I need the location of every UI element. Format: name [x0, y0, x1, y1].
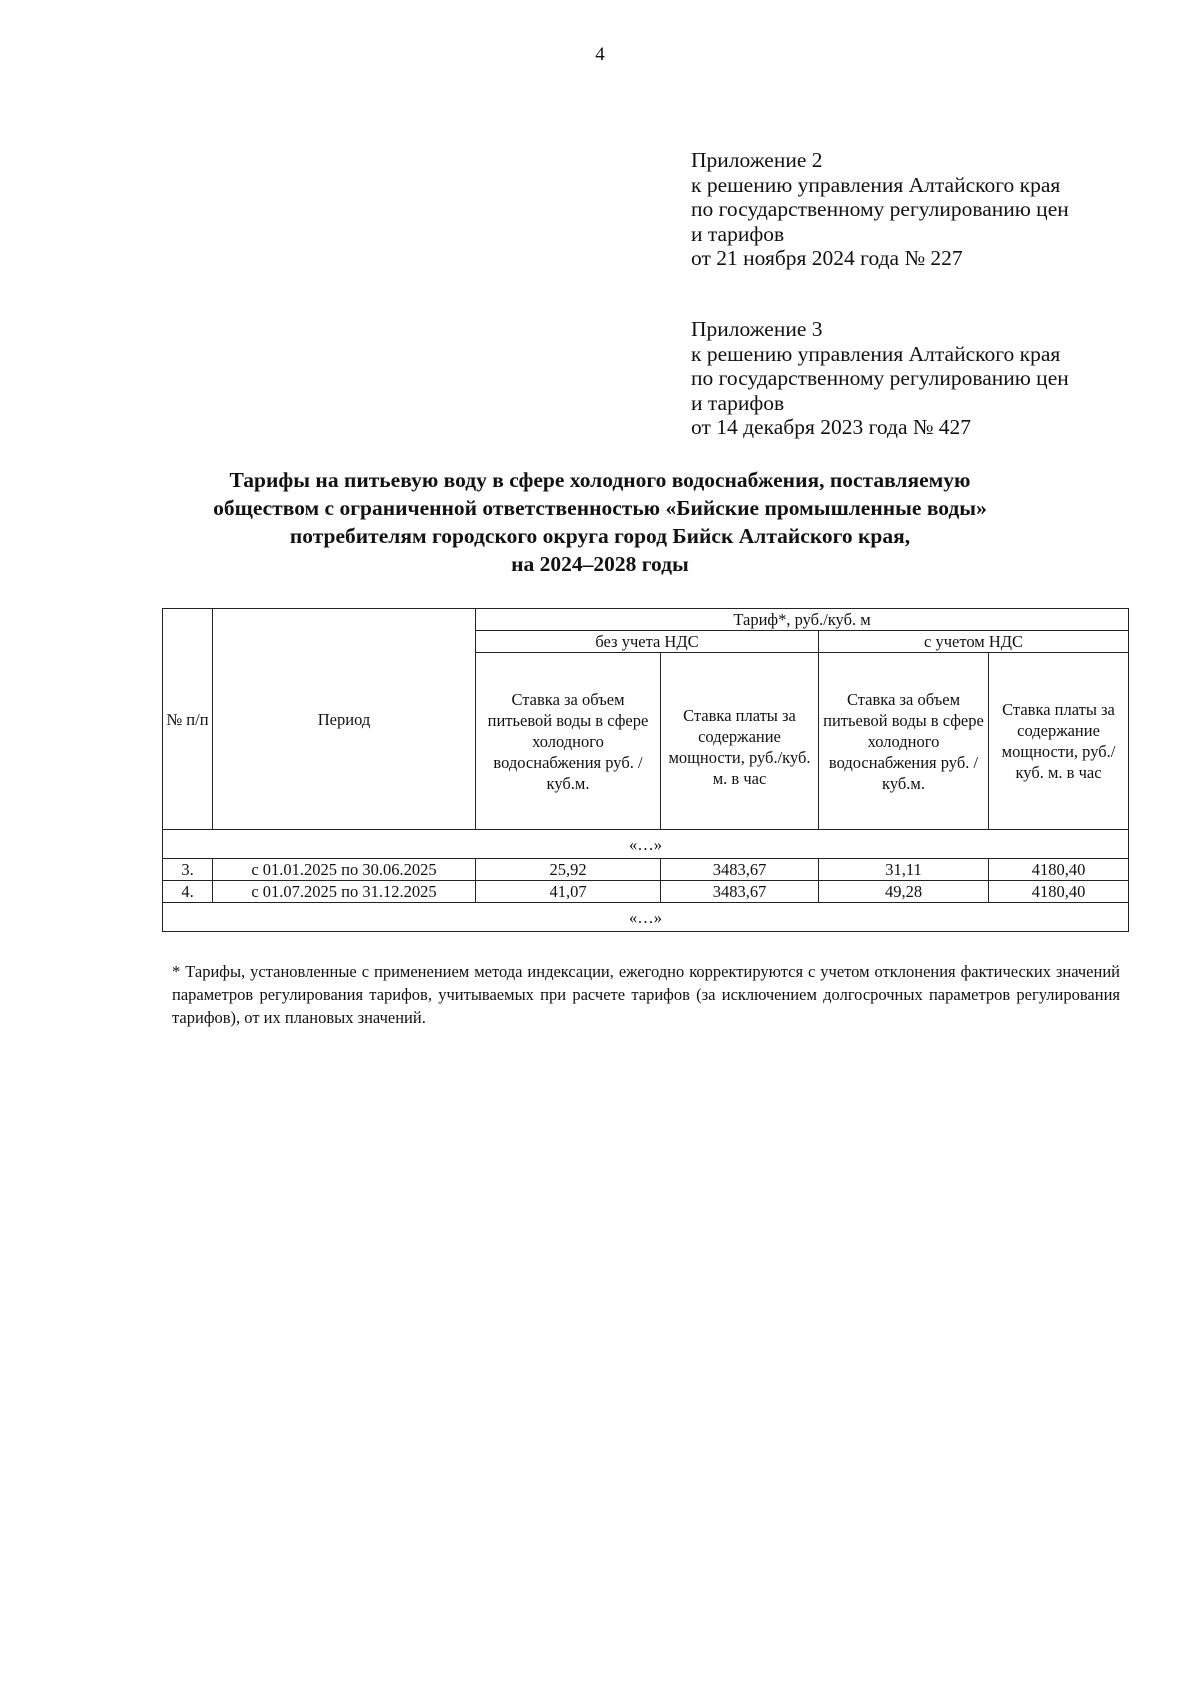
- appendix-3-line: к решению управления Алтайского края: [691, 341, 1061, 366]
- row-num: 4.: [163, 881, 213, 903]
- appendix-2-line: Приложение 2: [691, 148, 823, 172]
- title-line: потребителям городского округа город Бийск Алтайского края,: [289, 524, 911, 548]
- appendix-3-line: Приложение 3: [691, 317, 823, 341]
- appendix-3-block: [691, 317, 1069, 440]
- footnote: * Тарифы, установленные с применением метода индексации, ежегодно корректируются с учетом отклонения фактических значений параметров регулирования тарифов, учитываемых при расчете тарифов (за исключением долгосрочных параметров регулирования тарифов), от их плановых значений.: [172, 962, 1120, 1027]
- header-volume-rate-with-vat: Ставка за объем питьевой воды в сфере холодного водоснабжения руб. /куб.м.: [819, 653, 989, 830]
- appendix-2-block: [691, 148, 1069, 271]
- ellipsis-row-top: «…»: [163, 830, 1129, 859]
- title-line: обществом с ограниченной ответственностью «Бийские промышленные воды»: [213, 496, 987, 520]
- table-row: [163, 859, 1129, 881]
- appendix-2-line: и тарифов: [691, 221, 785, 246]
- row-period: с 01.01.2025 по 30.06.2025: [213, 859, 476, 881]
- row-volume-rate-with-vat: 31,11: [819, 859, 989, 881]
- row-volume-rate-no-vat: 41,07: [476, 881, 661, 903]
- appendix-2-line: от 21 ноября 2024 года № 227: [691, 246, 963, 270]
- header-capacity-rate-no-vat: Ставка платы за содержание мощности, руб./куб. м. в час: [661, 653, 819, 830]
- appendix-3-line: от 14 декабря 2023 года № 427: [691, 415, 971, 439]
- ellipsis-row-bottom: «…»: [163, 903, 1129, 932]
- header-with-vat: с учетом НДС: [819, 631, 1129, 653]
- appendix-3-line: и тарифов: [691, 390, 785, 415]
- row-capacity-rate-with-vat: 4180,40: [989, 859, 1129, 881]
- title-line: на 2024–2028 годы: [511, 552, 689, 576]
- header-tariff: Тариф*, руб./куб. м: [476, 609, 1129, 631]
- tariff-table: [162, 608, 1129, 932]
- row-volume-rate-no-vat: 25,92: [476, 859, 661, 881]
- header-num: № п/п: [163, 609, 213, 830]
- document-title: [120, 466, 1080, 578]
- header-period: Период: [213, 609, 476, 830]
- header-capacity-rate-with-vat: Ставка платы за содержание мощности, руб./куб. м. в час: [989, 653, 1129, 830]
- table-row: [163, 881, 1129, 903]
- appendix-2-line: к решению управления Алтайского края: [691, 172, 1061, 197]
- row-capacity-rate-with-vat: 4180,40: [989, 881, 1129, 903]
- appendix-2-line: по государственному регулированию цен: [691, 197, 1069, 221]
- row-capacity-rate-no-vat: 3483,67: [661, 859, 819, 881]
- row-volume-rate-with-vat: 49,28: [819, 881, 989, 903]
- row-period: с 01.07.2025 по 31.12.2025: [213, 881, 476, 903]
- row-num: 3.: [163, 859, 213, 881]
- header-without-vat: без учета НДС: [476, 631, 819, 653]
- row-capacity-rate-no-vat: 3483,67: [661, 881, 819, 903]
- title-line: Тарифы на питьевую воду в сфере холодного водоснабжения, поставляемую: [229, 468, 971, 492]
- page-number: 4: [595, 44, 605, 65]
- header-volume-rate-no-vat: Ставка за объем питьевой воды в сфере холодного водоснабжения руб. /куб.м.: [476, 653, 661, 830]
- appendix-3-line: по государственному регулированию цен: [691, 366, 1069, 390]
